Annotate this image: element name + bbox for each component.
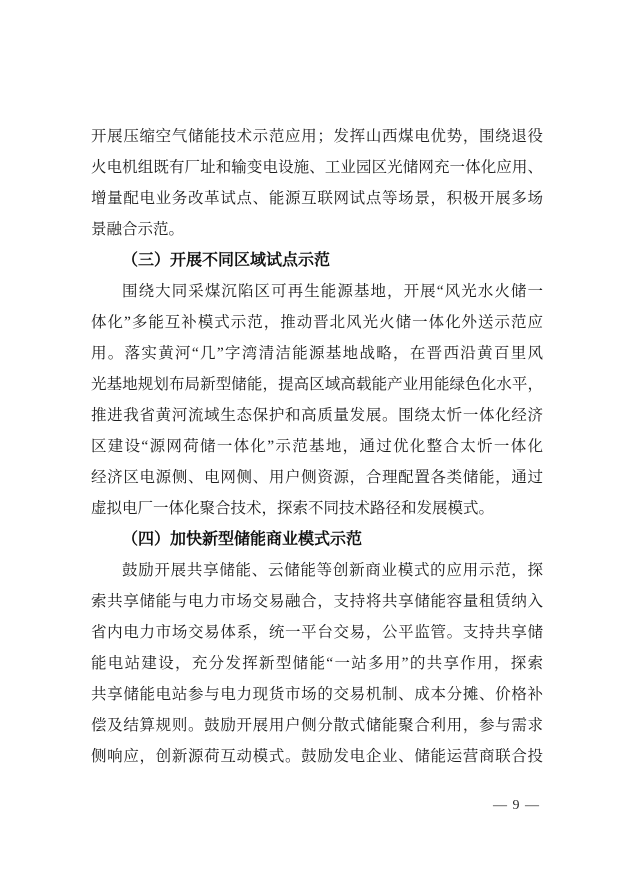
body-text-line: 经济区电源侧、电网侧、用户侧资源，合理配置各类储能，通过 [91, 469, 543, 486]
body-text-line: 景融合示范。 [91, 221, 185, 238]
body-text-line: 鼓励开展共享储能、云储能等创新商业模式的应用示范，探 [122, 562, 543, 579]
body-text-line: 能电站建设，充分发挥新型储能“一站多用”的共享作用，探索 [91, 655, 543, 672]
body-text-line: 用。落实黄河“几”字湾清洁能源基地战略，在晋西沿黄百里风 [91, 345, 543, 362]
section-heading-4: （四）加快新型储能商业模式示范 [122, 531, 363, 548]
body-text-line: 光基地规划布局新型储能，提高区域高载能产业用能绿色化水平， [91, 376, 543, 393]
body-text-line: 开展压缩空气储能技术示范应用；发挥山西煤电优势，围绕退役 [91, 128, 543, 145]
body-text-line: 共享储能电站参与电力现货市场的交易机制、成本分摊、价格补 [91, 686, 543, 703]
body-text-line: 虚拟电厂一体化聚合技术，探索不同技术路径和发展模式。 [91, 500, 495, 517]
body-text-line: 火电机组既有厂址和输变电设施、工业园区光储网充一体化应用、 [91, 159, 543, 176]
body-text-line: 省内电力市场交易体系，统一平台交易，公平监管。支持共享储 [91, 624, 543, 641]
section-heading-3: （三）开展不同区域试点示范 [122, 252, 331, 269]
body-text-line: 区建设“源网荷储一体化”示范基地，通过优化整合太忻一体化 [91, 438, 543, 455]
body-text-line: 推进我省黄河流域生态保护和高质量发展。围绕太忻一体化经济 [91, 407, 543, 424]
body-text-line: 增量配电业务改革试点、能源互联网试点等场景，积极开展多场 [91, 190, 543, 207]
body-text-line: 围绕大同采煤沉陷区可再生能源基地，开展“风光水火储一 [122, 283, 543, 300]
body-text-line: 偿及结算规则。鼓励开展用户侧分散式储能聚合利用，参与需求 [91, 717, 543, 734]
body-text-line: 侧响应，创新源荷互动模式。鼓励发电企业、储能运营商联合投 [91, 748, 543, 765]
document-text-block [91, 121, 543, 772]
body-text-line: 体化”多能互补模式示范，推动晋北风光火储一体化外送示范应 [91, 314, 543, 331]
page-number: — 9 — [493, 798, 540, 813]
body-text-line: 索共享储能与电力市场交易融合，支持将共享储能容量租赁纳入 [91, 593, 543, 610]
